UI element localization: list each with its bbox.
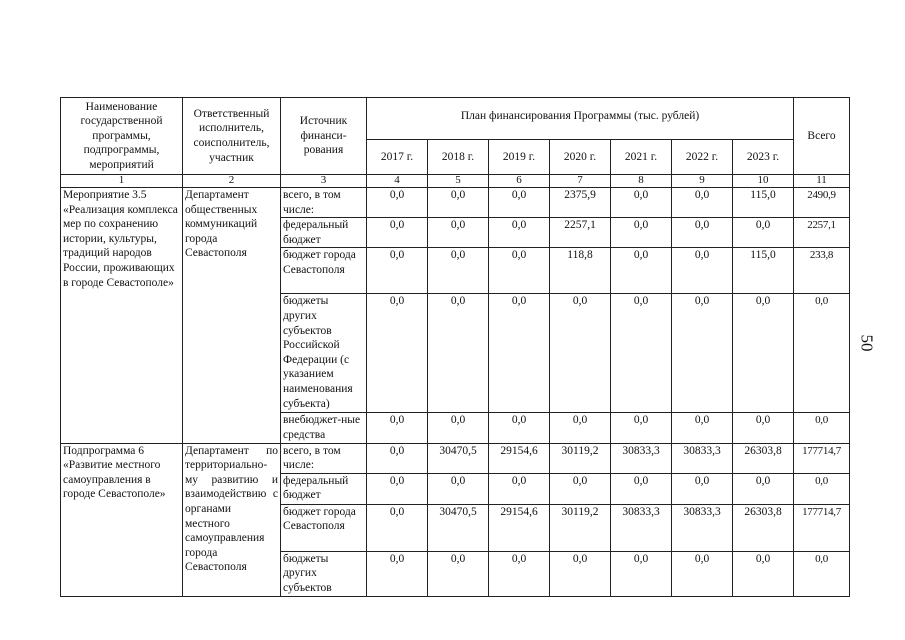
funding-source: всего, в том числе: xyxy=(281,443,367,473)
header-name: Наименование государственной программы, подпрограммы, мероприятий xyxy=(61,98,183,175)
page-number: 50 xyxy=(857,334,877,352)
column-number: 2 xyxy=(183,175,281,188)
item-name: Мероприятие 3.5 «Реализация комплекса мер по сохранению истории, культуры, традиций народов России, проживающих в городе Севастополе» xyxy=(61,188,183,444)
year-value: 0,0 xyxy=(611,188,672,218)
year-value: 0,0 xyxy=(367,188,428,218)
year-value: 26303,8 xyxy=(733,504,794,551)
year-value: 0,0 xyxy=(489,188,550,218)
year-value: 118,8 xyxy=(550,248,611,294)
item-executor: Департамент по территориально-му развитию и взаимодействию с органами местного самоуправления города Севастополя xyxy=(183,443,281,596)
year-value: 0,0 xyxy=(733,473,794,504)
year-value: 30833,3 xyxy=(611,443,672,473)
year-value: 0,0 xyxy=(367,248,428,294)
year-value: 2257,1 xyxy=(550,218,611,248)
financing-table xyxy=(60,97,850,597)
year-value: 0,0 xyxy=(672,551,733,596)
year-value: 30833,3 xyxy=(611,504,672,551)
year-value: 0,0 xyxy=(733,218,794,248)
header-source: Источник финанси-рования xyxy=(281,98,367,175)
year-value: 0,0 xyxy=(550,413,611,443)
year-value: 0,0 xyxy=(367,218,428,248)
year-value: 30470,5 xyxy=(428,504,489,551)
year-value: 0,0 xyxy=(428,294,489,413)
column-number: 8 xyxy=(611,175,672,188)
year-value: 0,0 xyxy=(550,473,611,504)
year-value: 0,0 xyxy=(428,188,489,218)
column-number: 7 xyxy=(550,175,611,188)
funding-source: внебюджет-ные средства xyxy=(281,413,367,443)
header-plan: План финансирования Программы (тыс. рублей) xyxy=(367,98,794,140)
year-value: 30470,5 xyxy=(428,443,489,473)
funding-source: бюджеты других субъектов xyxy=(281,551,367,596)
year-value: 30833,3 xyxy=(672,504,733,551)
year-value: 0,0 xyxy=(611,294,672,413)
column-number: 1 xyxy=(61,175,183,188)
year-value: 30833,3 xyxy=(672,443,733,473)
year-value: 0,0 xyxy=(672,413,733,443)
year-value: 0,0 xyxy=(550,294,611,413)
funding-source: бюджет города Севастополя xyxy=(281,248,367,294)
total-value: 0,0 xyxy=(794,473,850,504)
table-row xyxy=(61,188,850,218)
year-value: 0,0 xyxy=(367,294,428,413)
year-value: 0,0 xyxy=(489,413,550,443)
year-value: 29154,6 xyxy=(489,504,550,551)
year-value: 0,0 xyxy=(489,248,550,294)
funding-source: бюджеты других субъектов Российской Федерации (с указанием наименования субъекта) xyxy=(281,294,367,413)
total-value: 0,0 xyxy=(794,413,850,443)
column-number: 10 xyxy=(733,175,794,188)
year-value: 0,0 xyxy=(672,218,733,248)
year-value: 0,0 xyxy=(733,551,794,596)
column-numbers-row xyxy=(61,175,850,188)
item-name: Подпрограмма 6 «Развитие местного самоуправления в городе Севастополе» xyxy=(61,443,183,596)
item-executor: Департамент общественных коммуникаций города Севастополя xyxy=(183,188,281,444)
column-number: 4 xyxy=(367,175,428,188)
year-value: 0,0 xyxy=(672,248,733,294)
funding-source: федеральный бюджет xyxy=(281,218,367,248)
year-value: 0,0 xyxy=(733,294,794,413)
header-year: 2018 г. xyxy=(428,140,489,175)
funding-source: федеральный бюджет xyxy=(281,473,367,504)
year-value: 0,0 xyxy=(489,473,550,504)
header-year: 2022 г. xyxy=(672,140,733,175)
column-number: 3 xyxy=(281,175,367,188)
year-value: 115,0 xyxy=(733,188,794,218)
column-number: 5 xyxy=(428,175,489,188)
total-value: 0,0 xyxy=(794,294,850,413)
year-value: 2375,9 xyxy=(550,188,611,218)
year-value: 0,0 xyxy=(367,551,428,596)
year-value: 0,0 xyxy=(611,413,672,443)
total-value: 2490,9 xyxy=(794,188,850,218)
year-value: 30119,2 xyxy=(550,504,611,551)
total-value: 2257,1 xyxy=(794,218,850,248)
column-number: 9 xyxy=(672,175,733,188)
year-value: 0,0 xyxy=(428,413,489,443)
header-year: 2017 г. xyxy=(367,140,428,175)
header-row xyxy=(61,98,850,140)
year-value: 0,0 xyxy=(489,551,550,596)
year-value: 0,0 xyxy=(611,248,672,294)
year-value: 0,0 xyxy=(428,248,489,294)
year-value: 29154,6 xyxy=(489,443,550,473)
year-value: 0,0 xyxy=(428,218,489,248)
total-value: 177714,7 xyxy=(794,504,850,551)
total-value: 177714,7 xyxy=(794,443,850,473)
year-value: 0,0 xyxy=(367,473,428,504)
year-value: 26303,8 xyxy=(733,443,794,473)
year-value: 115,0 xyxy=(733,248,794,294)
funding-source: бюджет города Севастополя xyxy=(281,504,367,551)
year-value: 0,0 xyxy=(489,294,550,413)
total-value: 0,0 xyxy=(794,551,850,596)
year-value: 0,0 xyxy=(611,218,672,248)
year-value: 0,0 xyxy=(428,551,489,596)
year-value: 0,0 xyxy=(550,551,611,596)
table-row xyxy=(61,443,850,473)
year-value: 0,0 xyxy=(367,443,428,473)
year-value: 0,0 xyxy=(733,413,794,443)
year-value: 0,0 xyxy=(367,504,428,551)
header-year: 2021 г. xyxy=(611,140,672,175)
year-value: 0,0 xyxy=(428,473,489,504)
column-number: 6 xyxy=(489,175,550,188)
header-executor: Ответственный исполнитель, соисполнитель, участник xyxy=(183,98,281,175)
year-value: 0,0 xyxy=(672,294,733,413)
year-value: 0,0 xyxy=(611,473,672,504)
year-value: 30119,2 xyxy=(550,443,611,473)
header-year: 2019 г. xyxy=(489,140,550,175)
funding-source: всего, в том числе: xyxy=(281,188,367,218)
year-value: 0,0 xyxy=(489,218,550,248)
year-value: 0,0 xyxy=(672,188,733,218)
total-value: 233,8 xyxy=(794,248,850,294)
header-total: Всего xyxy=(794,98,850,175)
column-number: 11 xyxy=(794,175,850,188)
year-value: 0,0 xyxy=(367,413,428,443)
header-year: 2020 г. xyxy=(550,140,611,175)
header-year: 2023 г. xyxy=(733,140,794,175)
year-value: 0,0 xyxy=(611,551,672,596)
year-value: 0,0 xyxy=(672,473,733,504)
